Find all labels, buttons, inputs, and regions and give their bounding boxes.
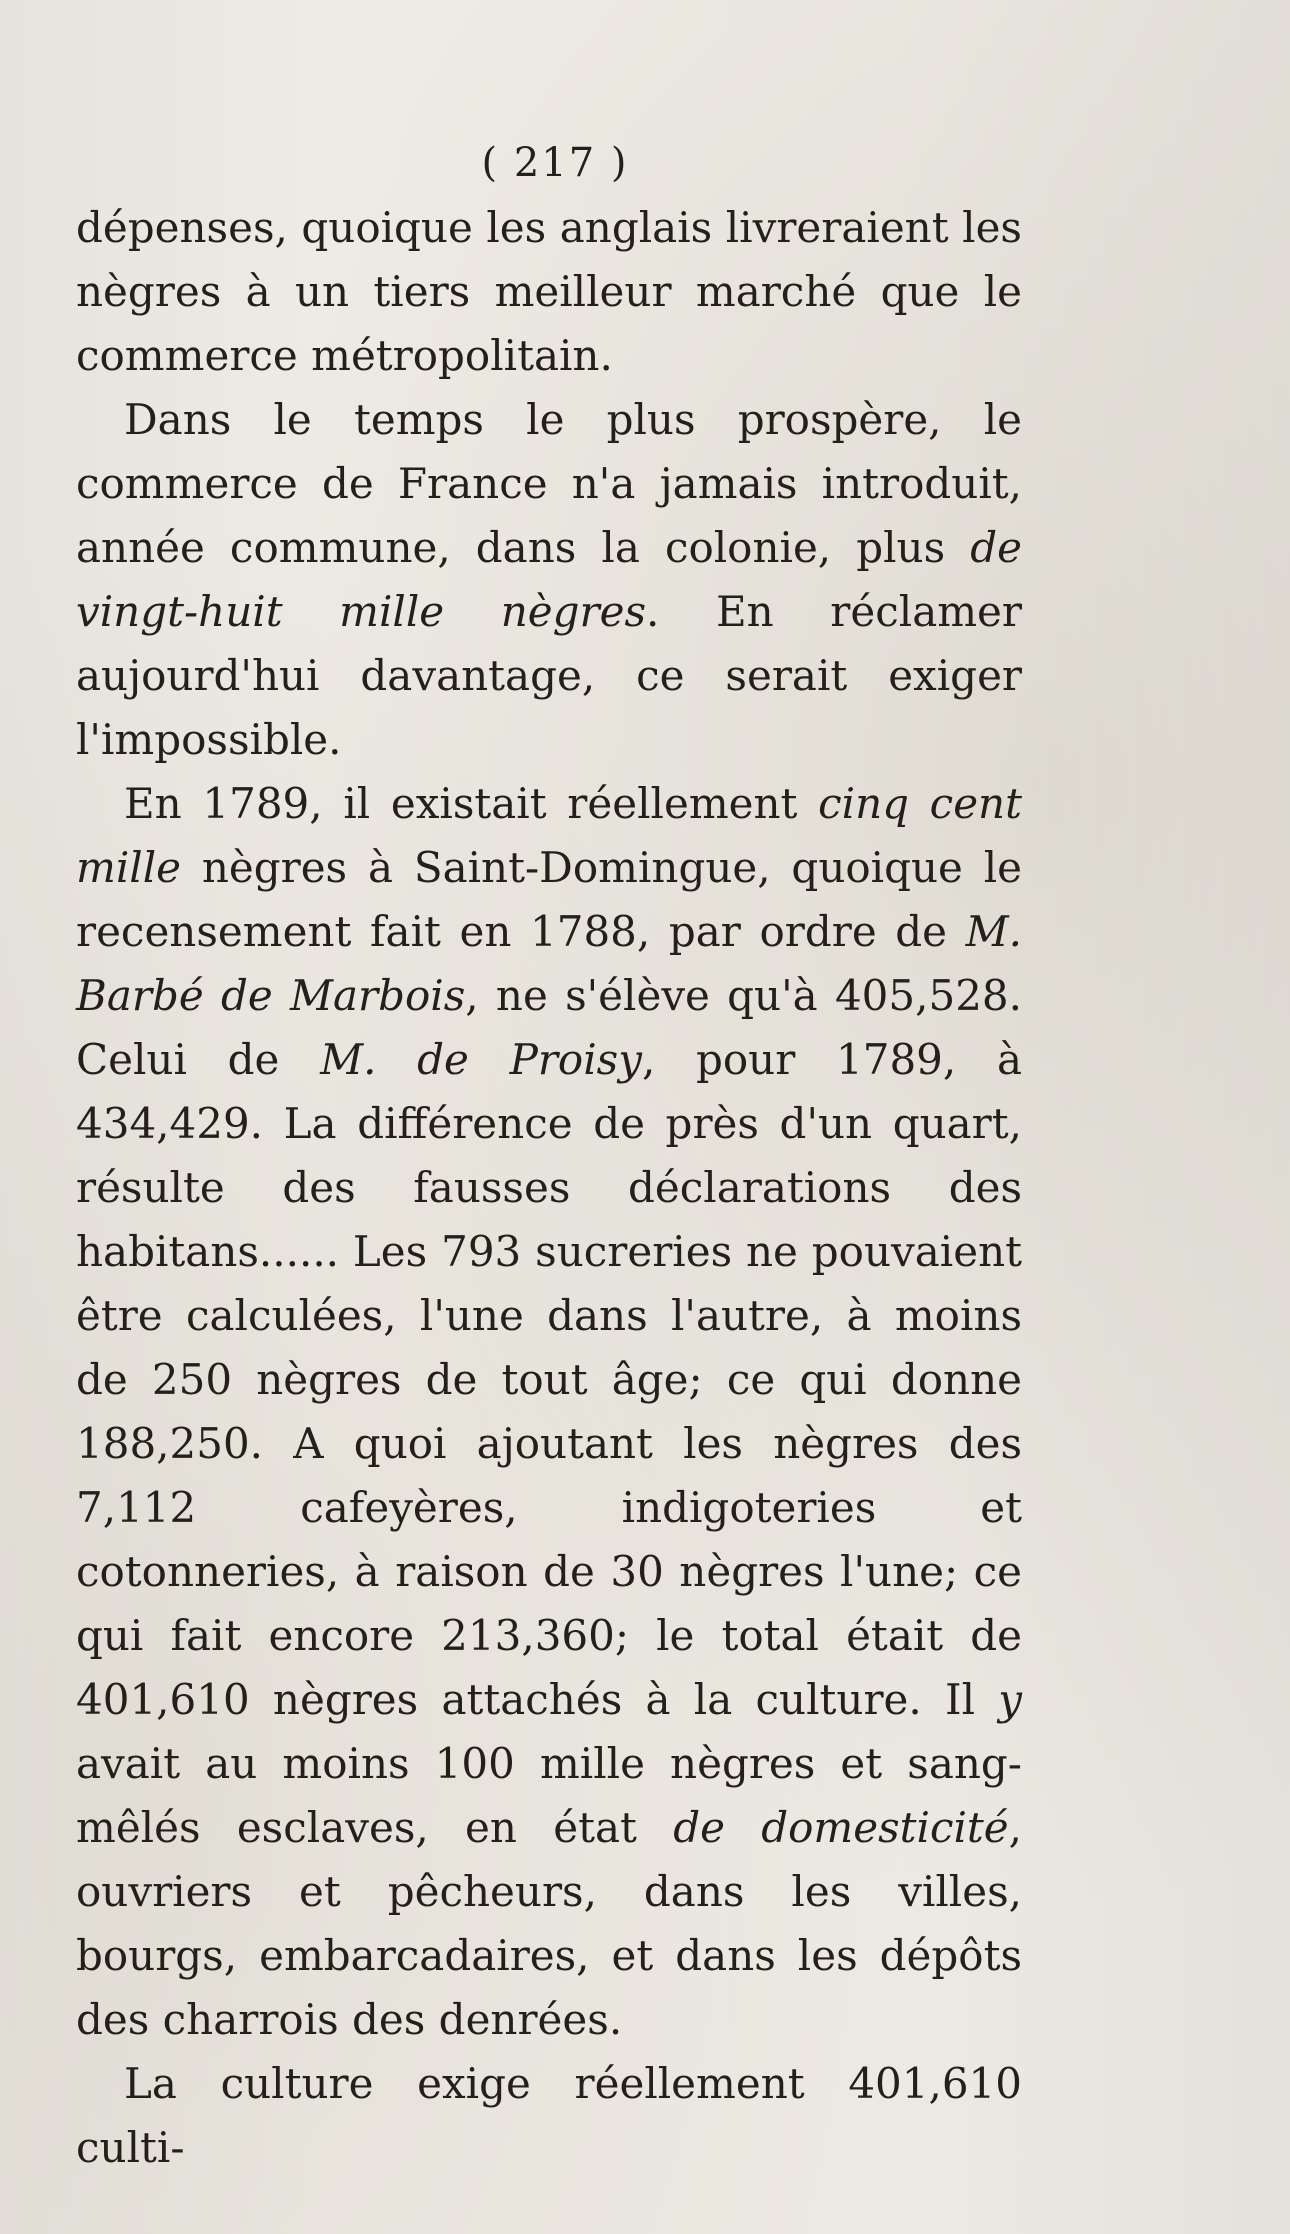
- italic-text: y: [998, 1675, 1022, 1724]
- paragraph: [76, 196, 1022, 388]
- text-segment: . En réclamer aujourd'hui davantage, ce serait exiger l'impossible.: [76, 587, 1022, 764]
- italic-text: cinq cent mille: [76, 779, 1022, 892]
- italic-text: M. Barbé de Marbois: [76, 907, 1022, 1020]
- text-segment: dépenses, quoique les anglais livreraient les nègres à un tiers meilleur marché que le commerce métropolitain.: [76, 203, 1022, 380]
- text-segment: Dans le temps le plus prospère, le commerce de France n'a jamais introduit, année commune, dans la colonie, plus: [76, 395, 1022, 572]
- text-segment: En 1789, il existait réellement: [124, 779, 819, 828]
- text-segment: , ne s'élève qu'à 405,528. Celui de: [76, 971, 1022, 1084]
- body-text: [76, 196, 1022, 2180]
- paragraph: [76, 388, 1022, 772]
- text-segment: La culture exige réellement 401,610 culti-: [76, 2059, 1022, 2172]
- text-segment: nègres à Saint-Domingue, quoique le recensement fait en 1788, par ordre de: [76, 843, 1022, 956]
- italic-text: M. de Proisy: [320, 1035, 642, 1084]
- text-segment: , ouvriers et pêcheurs, dans les villes, bourgs, embarcadaires, et dans les dépôts des charrois des denrées.: [76, 1803, 1022, 2044]
- italic-text: de domesticité: [673, 1803, 1009, 1852]
- italic-text: de vingt-huit mille nègres: [76, 523, 1022, 636]
- paragraph: [76, 2052, 1022, 2180]
- page-number: ( 217 ): [481, 140, 629, 186]
- paragraph: [76, 772, 1022, 2052]
- text-segment: , pour 1789, à 434,429. La différence de près d'un quart, résulte des fausses déclarations des habitans...... Les 793 sucreries ne pouvaient être calculées, l'une dans l'autre, à moins de 250 nègres de tout âge; ce qui donne 188,250. A quoi ajoutant les nègres des 7,112 cafeyères, indigoteries et cotonneries, à raison de 30 nègres l'une; ce qui fait encore 213,360; le total était de 401,610 nègres attachés à la culture. Il: [76, 1035, 1022, 1724]
- text-segment: avait au moins 100 mille nègres et sang-mêlés esclaves, en état: [76, 1739, 1022, 1852]
